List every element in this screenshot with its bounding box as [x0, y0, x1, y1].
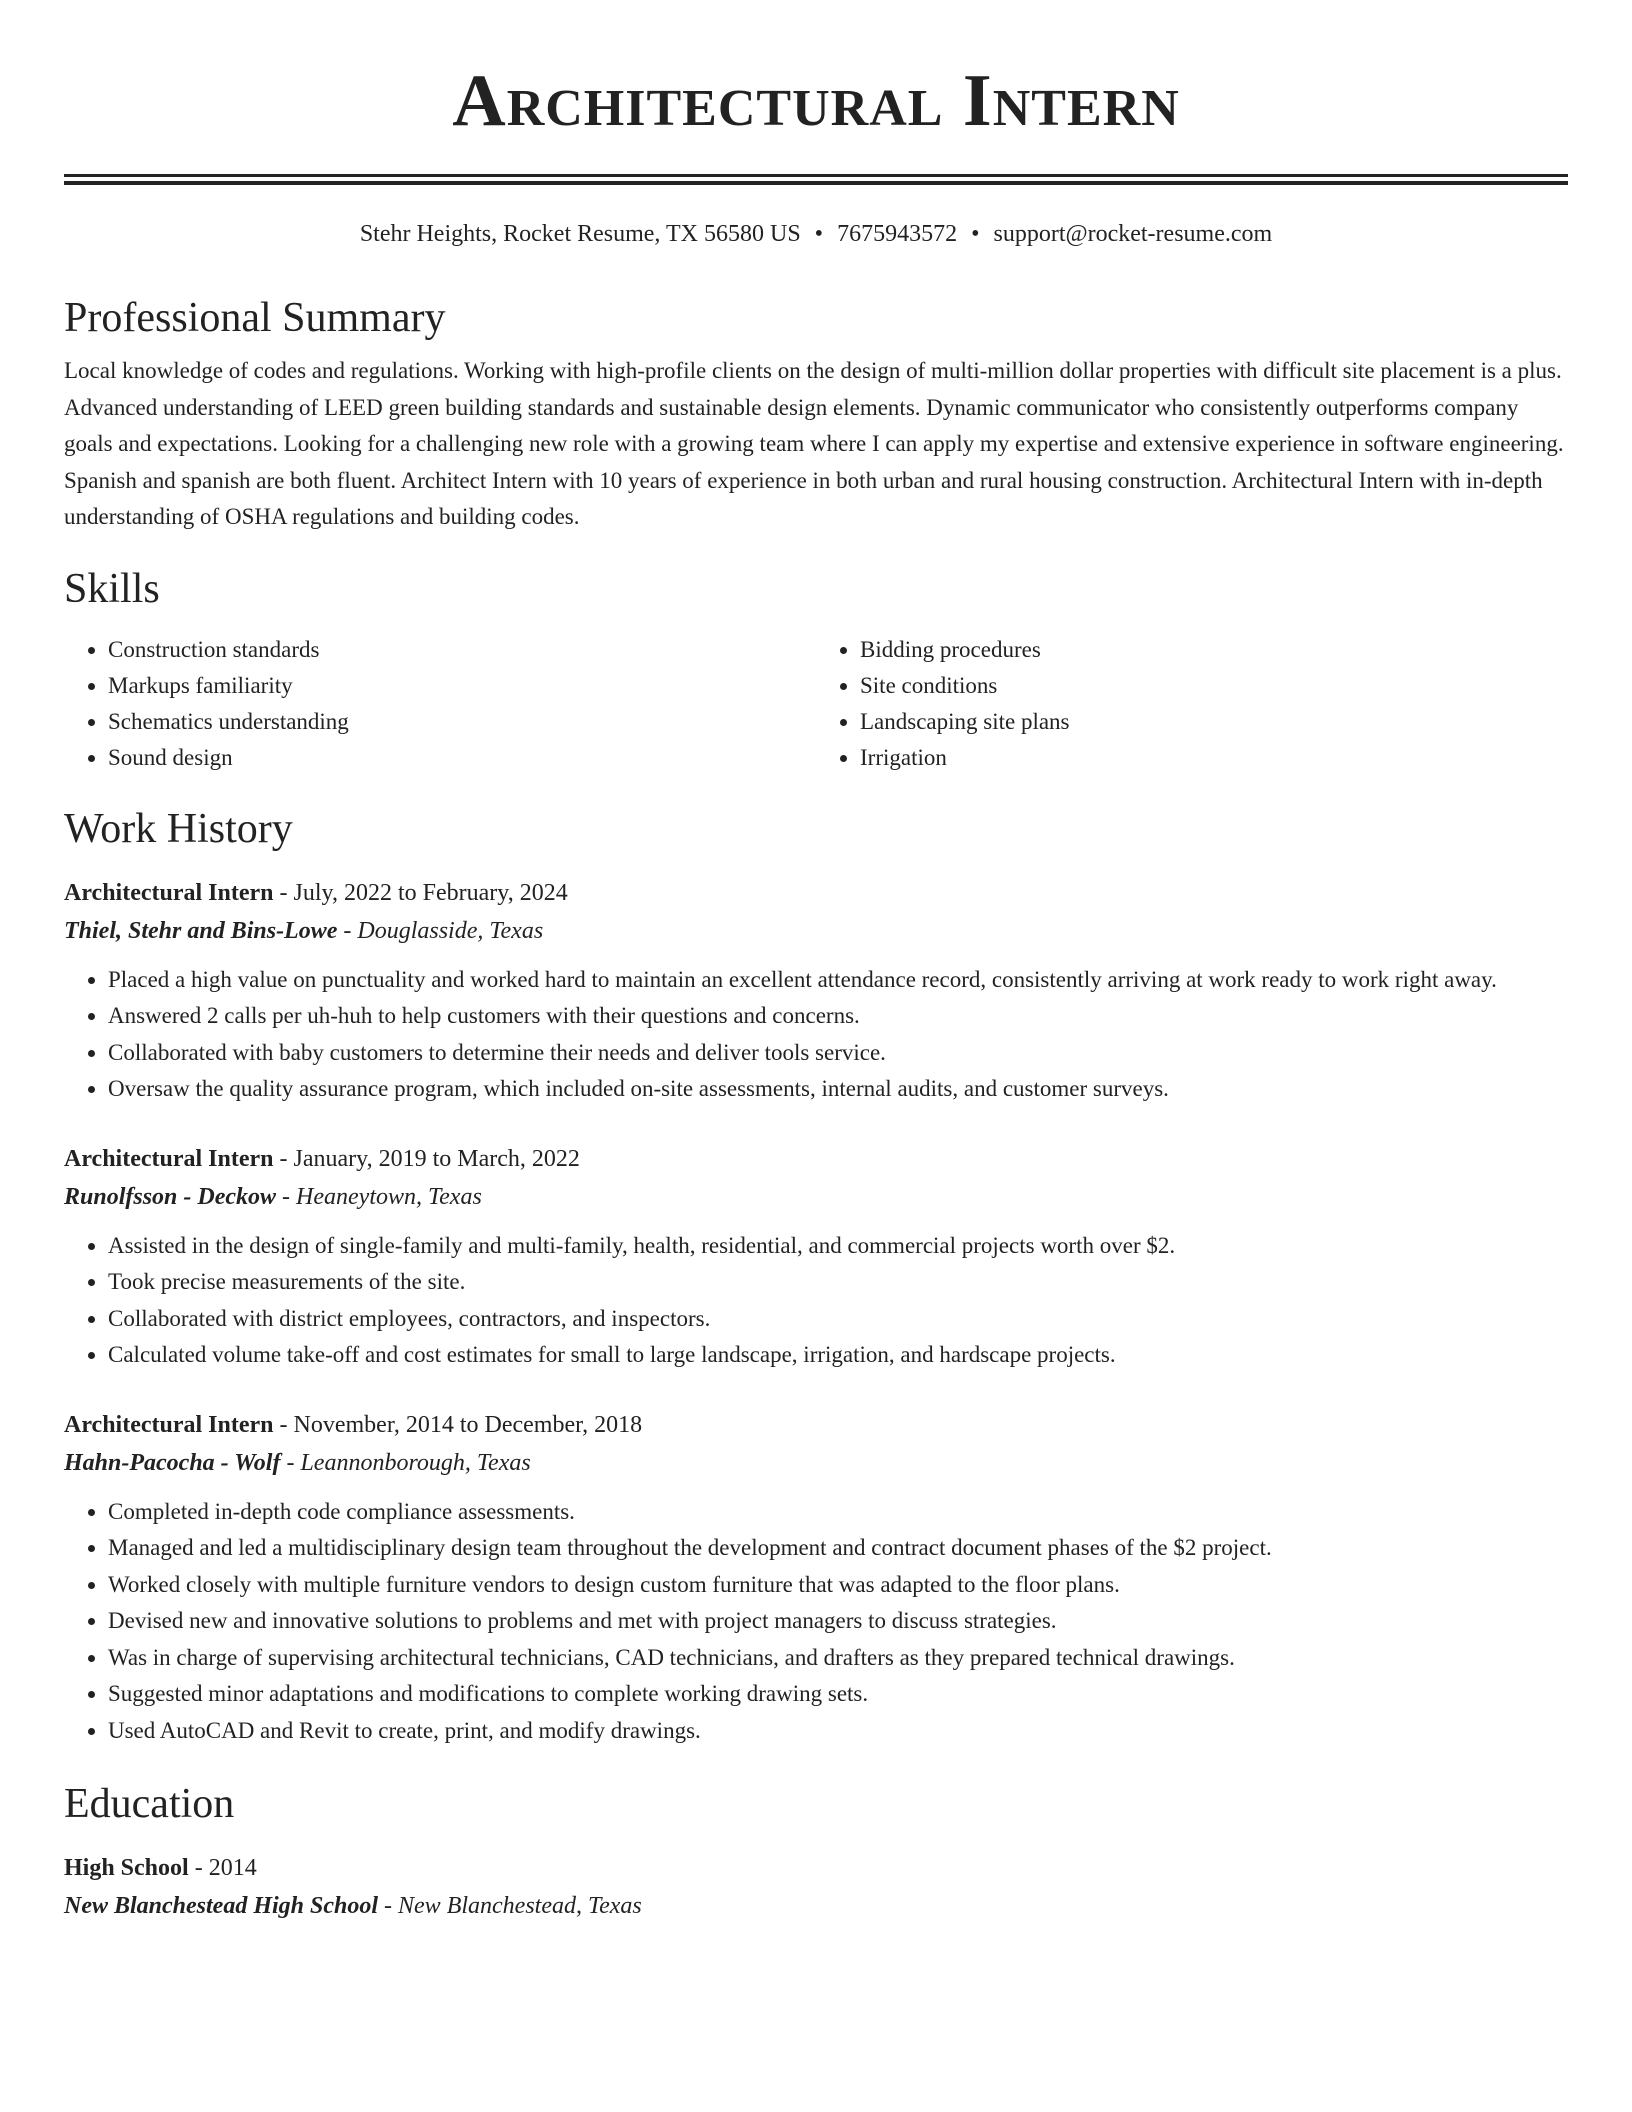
- skill-item: • Markups familiarity: [108, 668, 816, 704]
- skills-column-left: [64, 632, 816, 776]
- job-location: - Douglasside, Texas: [337, 917, 544, 944]
- duty-item: • Managed and led a multidisciplinary design team throughout the development and contract document phases of the $2 project.: [108, 1530, 1568, 1567]
- job-entry: [64, 1406, 1568, 1750]
- contact-separator: •: [971, 221, 980, 247]
- skill-item: • Site conditions: [860, 668, 1568, 704]
- duty-item: • Took precise measurements of the site.: [108, 1264, 1568, 1301]
- duty-item: • Assisted in the design of single-family and multi-family, health, residential, and commercial projects worth over $2.: [108, 1228, 1568, 1265]
- job-duties: [64, 962, 1568, 1108]
- duty-item: • Calculated volume take-off and cost estimates for small to large landscape, irrigation, and hardscape projects.: [108, 1337, 1568, 1374]
- job-position: Architectural Intern: [64, 1145, 274, 1172]
- contact-line: [64, 219, 1568, 249]
- job-company-line: [64, 1178, 1568, 1216]
- summary-heading: Professional Summary: [64, 295, 446, 341]
- job-duties: [64, 1228, 1568, 1374]
- education-degree: High School: [64, 1855, 189, 1881]
- job-dates: - November, 2014 to December, 2018: [273, 1411, 643, 1438]
- job-dates: - January, 2019 to March, 2022: [273, 1145, 580, 1172]
- duty-item: • Suggested minor adaptations and modifications to complete working drawing sets.: [108, 1676, 1568, 1713]
- job-entry: [64, 1140, 1568, 1374]
- duty-item: • Oversaw the quality assurance program, which included on-site assessments, internal audits, and customer surveys.: [108, 1071, 1568, 1108]
- summary-text: Local knowledge of codes and regulations. Working with high-profile clients on the design of multi-million dollar properties with difficult site placement is a plus. Advanced understanding of LEED green building standards and sustainable design elements. Dynamic communicator who consistently outperforms company goals and expectations. Looking for a challenging new role with a growing team where I can apply my expertise and extensive experience in software engineering. Spanish and spanish are both fluent. Architect Intern with 10 years of experience in both urban and rural housing construction. Architectural Intern with in-depth understanding of OSHA regulations and building codes.: [64, 358, 1564, 529]
- contact-phone: 7675943572: [837, 221, 958, 247]
- job-title-line: [64, 874, 1568, 912]
- duty-item: • Completed in-depth code compliance assessments.: [108, 1494, 1568, 1531]
- job-title-line: [64, 1406, 1568, 1444]
- skills-list: [64, 632, 1568, 776]
- duty-item: • Used AutoCAD and Revit to create, print, and modify drawings.: [108, 1713, 1568, 1750]
- job-duties: [64, 1494, 1568, 1750]
- work-history-heading: Work History: [64, 805, 293, 852]
- education-degree-line: [64, 1849, 1568, 1887]
- job-dates: - July, 2022 to February, 2024: [273, 879, 568, 906]
- job-company: Runolfsson - Deckow: [64, 1183, 277, 1210]
- education-heading: Education: [64, 1781, 235, 1827]
- duty-item: • Placed a high value on punctuality and worked hard to maintain an excellent attendance record, consistently arriving at work ready to work right away.: [108, 962, 1568, 999]
- education-year: - 2014: [188, 1855, 257, 1881]
- resume-name: Architectural Intern: [452, 60, 1180, 142]
- job-company: Thiel, Stehr and Bins-Lowe: [64, 917, 338, 944]
- job-entry: [64, 874, 1568, 1108]
- contact-address: Stehr Heights, Rocket Resume, TX 56580 US: [359, 221, 801, 247]
- job-title-line: [64, 1140, 1568, 1178]
- education-school-line: [64, 1887, 1568, 1925]
- job-location: - Heaneytown, Texas: [276, 1183, 482, 1210]
- job-position: Architectural Intern: [64, 879, 274, 906]
- skill-item: • Schematics understanding: [108, 704, 816, 740]
- skill-item: • Bidding procedures: [860, 632, 1568, 668]
- duty-item: • Was in charge of supervising architectural technicians, CAD technicians, and drafters as they prepared technical drawings.: [108, 1640, 1568, 1677]
- duty-item: • Answered 2 calls per uh-huh to help customers with their questions and concerns.: [108, 998, 1568, 1035]
- header-divider: [64, 174, 1568, 185]
- duty-item: • Devised new and innovative solutions to problems and met with project managers to discuss strategies.: [108, 1603, 1568, 1640]
- skills-column-right: [816, 632, 1568, 776]
- job-position: Architectural Intern: [64, 1411, 274, 1438]
- education-school: New Blanchestead High School: [64, 1893, 379, 1919]
- contact-email: support@rocket-resume.com: [993, 221, 1273, 247]
- education-location: - New Blanchestead, Texas: [378, 1893, 642, 1919]
- job-company: Hahn-Pacocha - Wolf: [64, 1449, 281, 1476]
- job-company-line: [64, 1444, 1568, 1482]
- contact-separator: •: [814, 221, 824, 247]
- skill-item: • Construction standards: [108, 632, 816, 668]
- skill-item: • Sound design: [108, 740, 816, 776]
- duty-item: • Collaborated with baby customers to determine their needs and deliver tools service.: [108, 1035, 1568, 1072]
- duty-item: • Worked closely with multiple furniture vendors to design custom furniture that was adapted to the floor plans.: [108, 1567, 1568, 1604]
- job-location: - Leannonborough, Texas: [280, 1449, 531, 1476]
- skills-heading: Skills: [64, 565, 160, 612]
- education-entry: [64, 1849, 1568, 1925]
- skill-item: • Landscaping site plans: [860, 704, 1568, 740]
- skill-item: • Irrigation: [860, 740, 1568, 776]
- duty-item: • Collaborated with district employees, contractors, and inspectors.: [108, 1301, 1568, 1338]
- job-company-line: [64, 912, 1568, 950]
